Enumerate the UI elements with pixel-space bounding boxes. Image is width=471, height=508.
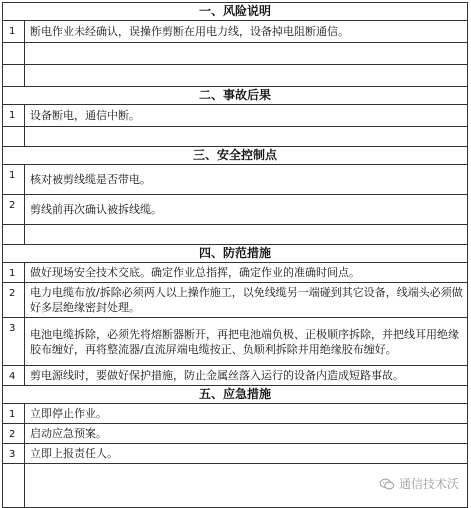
section-title: 二、事故后果 — [3, 87, 468, 105]
table-row — [3, 127, 468, 147]
row-number — [3, 464, 25, 508]
table-row — [3, 21, 468, 43]
section-title: 三、安全控制点 — [3, 147, 468, 165]
section-title: 五、应急措施 — [3, 386, 468, 404]
table-row — [3, 404, 468, 424]
table-row — [3, 366, 468, 386]
table-row — [3, 195, 468, 225]
row-number: 2 — [3, 424, 25, 444]
row-number — [3, 65, 25, 87]
table-row — [3, 165, 468, 195]
row-number: 1 — [3, 105, 25, 127]
row-text: 立即上报责任人。 — [25, 444, 468, 464]
row-number: 2 — [3, 283, 25, 318]
row-number: 3 — [3, 444, 25, 464]
row-number: 1 — [3, 21, 25, 43]
row-text: 剪电源线时，要做好保护措施，防止金属丝落入运行的设备内造成短路事故。 — [25, 366, 468, 386]
table-row — [3, 105, 468, 127]
section-header-row — [3, 386, 468, 404]
table-row — [3, 65, 468, 87]
row-text: 启动应急预案。 — [25, 424, 468, 444]
row-number: 4 — [3, 366, 25, 386]
table-row — [3, 444, 468, 464]
row-number — [3, 127, 25, 147]
row-text: 断电作业未经确认，误操作剪断在用电力线，设备掉电阻断通信。 — [25, 21, 468, 43]
watermark-text: 通信技术沃 — [398, 477, 459, 491]
row-text: 核对被剪线缆是否带电。 — [25, 165, 468, 195]
section-header-row — [3, 245, 468, 263]
table-row — [3, 43, 468, 65]
row-text — [25, 225, 468, 245]
table-row — [3, 318, 468, 366]
row-text — [25, 127, 468, 147]
section-header-row — [3, 147, 468, 165]
row-number — [3, 225, 25, 245]
row-number: 3 — [3, 318, 25, 366]
wechat-icon — [379, 478, 395, 490]
section-title: 四、防范措施 — [3, 245, 468, 263]
row-text: 电力电缆布放/拆除必须两人以上操作施工，以免线缆另一端碰到其它设备，线端头必须做好多层绝缘密封处理。 — [25, 283, 468, 318]
table-row — [3, 424, 468, 444]
row-number: 1 — [3, 263, 25, 283]
row-text: 做好现场安全技术交底。确定作业总指挥，确定作业的准确时间点。 — [25, 263, 468, 283]
row-text — [25, 43, 468, 65]
row-number: 1 — [3, 404, 25, 424]
row-text: 设备断电，通信中断。 — [25, 105, 468, 127]
row-text: 电池电缆拆除，必须先将熔断器断开，再把电池端负极、正极顺序拆除，并把线耳用绝缘胶布缠好，再将整流器/直流屏端电缆按正、负顺利拆除并用绝缘胶布缠好。 — [25, 318, 468, 366]
row-text — [25, 65, 468, 87]
section-header-row — [3, 87, 468, 105]
section-header-row — [3, 3, 468, 21]
section-title: 一、风险说明 — [3, 3, 468, 21]
row-text: 立即停止作业。 — [25, 404, 468, 424]
table-row — [3, 283, 468, 318]
row-text: 剪线前再次确认被拆线缆。 — [25, 195, 468, 225]
watermark — [379, 475, 459, 492]
row-number: 2 — [3, 195, 25, 225]
row-number — [3, 43, 25, 65]
risk-table — [2, 2, 468, 508]
table-row — [3, 263, 468, 283]
table-row — [3, 225, 468, 245]
row-number: 1 — [3, 165, 25, 195]
